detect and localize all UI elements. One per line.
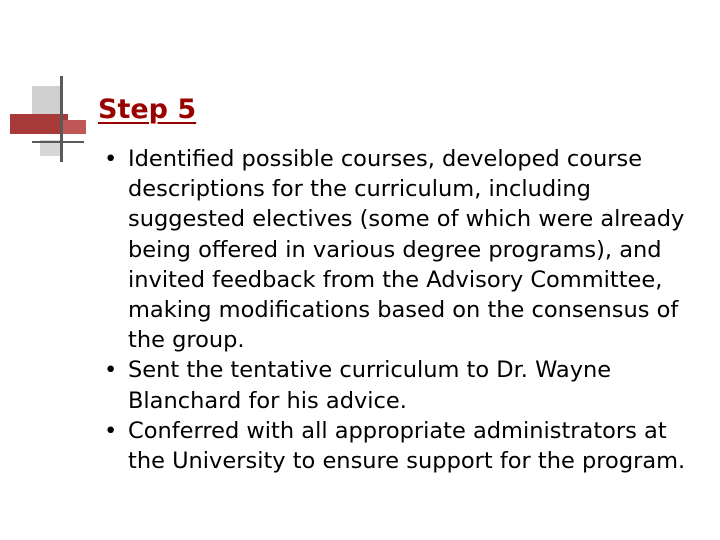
bullet-list: [104, 144, 709, 476]
bullet-glyph: •: [104, 417, 118, 444]
deco-gray-square: [32, 86, 62, 116]
deco-horizontal-line: [32, 141, 84, 143]
bullet-glyph: •: [104, 357, 118, 384]
bullet-glyph: •: [104, 146, 118, 172]
deco-red-block: [62, 120, 86, 134]
bullet-item: [104, 416, 709, 476]
bullet-text: Conferred with all appropriate administrators at the University to ensure support for the program.: [128, 417, 686, 475]
deco-red-bar: [10, 114, 68, 134]
bullet-item: [104, 144, 709, 355]
deco-vertical-line: [60, 76, 63, 162]
bullet-text: Sent the tentative curriculum to Dr. Wayne Blanchard for his advice.: [128, 357, 612, 414]
corner-decoration: [0, 0, 110, 170]
bullet-text: Identified possible courses, developed course descriptions for the curriculum, including suggested electives (some of which were already being offered in various degree programs), and invited feedback from the Advisory Committee, making modifications based on the consensus of the group.: [128, 146, 685, 354]
slide-title: Step 5: [98, 94, 197, 125]
bullet-item: [104, 355, 709, 415]
